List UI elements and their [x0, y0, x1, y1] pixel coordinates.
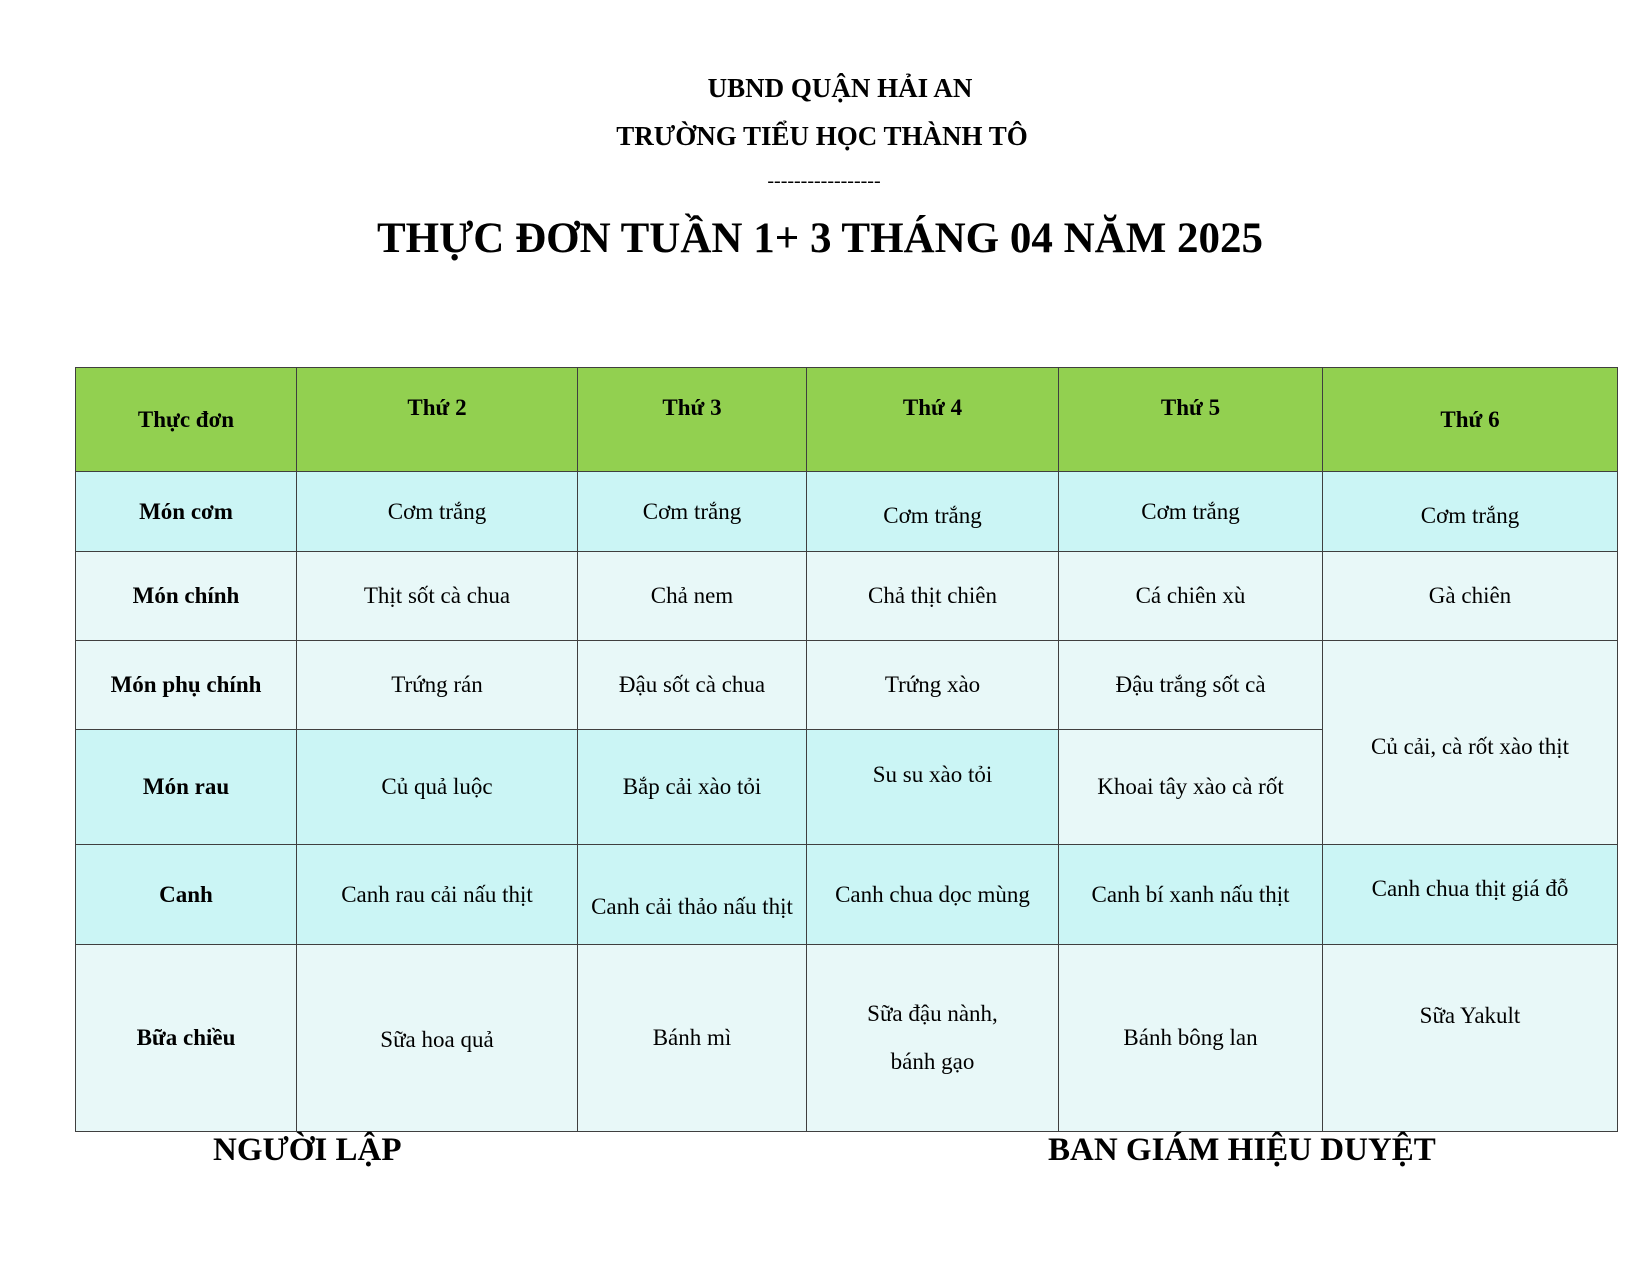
- table-row: [76, 472, 1618, 552]
- table-cell: Gà chiên: [1323, 552, 1618, 641]
- table-cell: Cơm trắng: [578, 472, 807, 552]
- table-cell: Bánh mì: [578, 945, 807, 1132]
- column-header-tue: Thứ 3: [578, 368, 807, 472]
- row-label: Bữa chiều: [76, 945, 297, 1132]
- table-cell: Khoai tây xào cà rốt: [1059, 730, 1323, 845]
- org-name: UBND QUẬN HẢI AN: [707, 73, 973, 103]
- table-header-row: [76, 368, 1618, 472]
- row-label: Canh: [76, 845, 297, 945]
- column-header-thu: Thứ 5: [1059, 368, 1323, 472]
- table-cell: Cá chiên xù: [1059, 552, 1323, 641]
- table-cell: Canh chua thịt giá đỗ: [1323, 845, 1618, 945]
- table-cell: Sữa hoa quả: [297, 945, 578, 1132]
- table-cell: Sữa Yakult: [1323, 945, 1618, 1132]
- table-cell: Đậu sốt cà chua: [578, 641, 807, 730]
- column-header-mon: Thứ 2: [297, 368, 578, 472]
- table-cell: Su su xào tỏi: [807, 730, 1059, 845]
- table-row: [76, 641, 1618, 730]
- table-cell: Bánh bông lan: [1059, 945, 1323, 1132]
- table-cell: Chả nem: [578, 552, 807, 641]
- menu-table: [75, 367, 1618, 1132]
- column-header-menu: Thực đơn: [76, 368, 297, 472]
- table-cell: Canh rau cải nấu thịt: [297, 845, 578, 945]
- table-row: [76, 845, 1618, 945]
- page-title: THỰC ĐƠN TUẦN 1+ 3 THÁNG 04 NĂM 2025: [376, 215, 1264, 262]
- table-cell: Trứng rán: [297, 641, 578, 730]
- row-label: Món cơm: [76, 472, 297, 552]
- school-name: TRƯỜNG TIỂU HỌC THÀNH TÔ: [616, 121, 1028, 151]
- table-cell: [807, 945, 1059, 1132]
- table-cell: Canh chua dọc mùng: [807, 845, 1059, 945]
- table-cell: Trứng xào: [807, 641, 1059, 730]
- table-cell: Đậu trắng sốt cà: [1059, 641, 1323, 730]
- column-header-fri: Thứ 6: [1323, 368, 1618, 472]
- signature-maker: NGƯỜI LẬP: [213, 1132, 402, 1168]
- row-label: Món chính: [76, 552, 297, 641]
- row-label: Món rau: [76, 730, 297, 845]
- table-cell: Cơm trắng: [297, 472, 578, 552]
- table-cell: Chả thịt chiên: [807, 552, 1059, 641]
- signature-approver: BAN GIÁM HIỆU DUYỆT: [1048, 1132, 1436, 1168]
- table-row: [76, 552, 1618, 641]
- cell-line-1: Sữa đậu nành,: [867, 1001, 998, 1026]
- cell-line-2: bánh gạo: [890, 1049, 975, 1074]
- header-separator: -----------------: [767, 170, 881, 192]
- table-cell: Củ quả luộc: [297, 730, 578, 845]
- table-cell: Cơm trắng: [1323, 472, 1618, 552]
- table-row: [76, 945, 1618, 1132]
- table-cell: Cơm trắng: [807, 472, 1059, 552]
- table-cell: Cơm trắng: [1059, 472, 1323, 552]
- table-cell: Canh cải thảo nấu thịt: [578, 845, 807, 945]
- row-label: Món phụ chính: [76, 641, 297, 730]
- table-cell: Canh bí xanh nấu thịt: [1059, 845, 1323, 945]
- table-cell-merged: Củ cải, cà rốt xào thịt: [1323, 641, 1618, 845]
- column-header-wed: Thứ 4: [807, 368, 1059, 472]
- table-cell: Thịt sốt cà chua: [297, 552, 578, 641]
- table-cell: Bắp cải xào tỏi: [578, 730, 807, 845]
